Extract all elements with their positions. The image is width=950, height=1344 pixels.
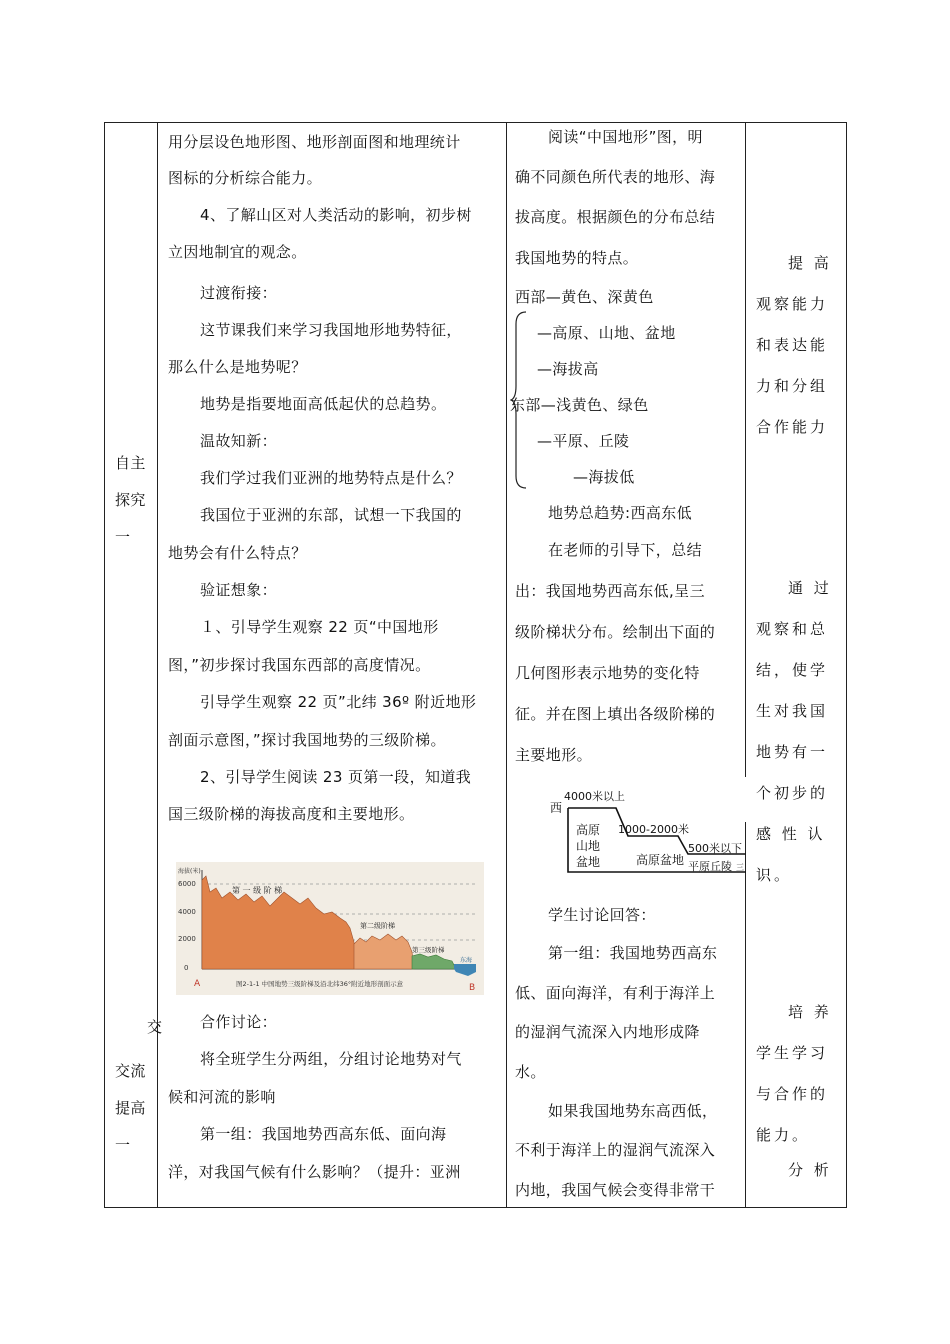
teacher-text-line: 那么什么是地势呢？	[168, 358, 307, 376]
sketch-step1-label: 高原	[576, 823, 601, 837]
teacher-text-line: 剖面示意图，”探讨我国地势的三级阶梯。	[168, 731, 446, 749]
student-text-line: 低、面向海洋，有利于海洋上	[515, 984, 716, 1002]
teacher-text-line: 合作讨论：	[200, 1013, 278, 1031]
point-b-label: B	[469, 983, 476, 993]
intent-text-line: 观察和总	[756, 620, 829, 638]
sketch-west-label: 西	[550, 801, 563, 815]
third-step-label: 第三级阶梯	[412, 946, 445, 954]
student-text-line: 阅读“中国地形”图，明	[548, 128, 703, 146]
student-text-line: —海拔高	[537, 360, 599, 378]
teacher-text-line: 图，”初步探讨我国东西部的高度情况。	[168, 656, 431, 674]
teacher-text-line: 地势会有什么特点？	[168, 544, 307, 562]
student-text-line: 水。	[515, 1063, 546, 1081]
intent-text-line: 通 过	[788, 579, 832, 597]
profile-tick-label: 0	[184, 964, 189, 972]
teacher-text-line: 这节课我们来学习我国地形地势特征，	[200, 321, 462, 339]
section-label: 自主	[115, 454, 146, 472]
table-divider-2	[506, 122, 507, 1208]
intent-text-line: 力和分组	[756, 377, 829, 395]
teacher-text-line: 地势是指要地面高低起伏的总趋势。	[200, 395, 447, 413]
teacher-text-line: 国三级阶梯的海拔高度和主要地形。	[168, 805, 415, 823]
section-label: 交	[147, 1018, 163, 1036]
table-divider-3b	[745, 822, 746, 1208]
intent-text-line: 观察能力	[756, 295, 829, 313]
student-text-line: —海拔低	[573, 468, 635, 486]
intent-text-line: 学生学习	[756, 1044, 829, 1062]
intent-text-line: 识。	[756, 866, 793, 884]
sea-label: 东海	[460, 957, 473, 964]
student-text-line: 我国地势的特点。	[515, 249, 639, 267]
table-border-right	[846, 122, 847, 1208]
table-divider-3a	[745, 122, 746, 777]
intent-text-line: 地势有一	[756, 743, 829, 761]
student-text-line: 东部—浅黄色、绿色	[510, 396, 649, 414]
teacher-text-line: 4、了解山区对人类活动的影响，初步树	[200, 206, 472, 224]
intent-text-line: 能力。	[756, 1126, 811, 1144]
profile-axis-unit: 海拔(米)	[178, 868, 201, 875]
student-text-line: 内地，我国气候会变得非常干	[515, 1181, 716, 1199]
intent-text-line: 生对我国	[756, 702, 829, 720]
teacher-text-line: 2、引导学生阅读 23 页第一段，知道我	[200, 768, 472, 786]
intent-text-line: 提 高	[788, 254, 832, 272]
teacher-text-line: 立因地制宜的观念。	[168, 243, 307, 261]
teacher-text-line: 图标的分析综合能力。	[168, 169, 323, 187]
teacher-text-line: 洋，对我国气候有什么影响？（提升：亚洲	[168, 1163, 461, 1181]
sketch-end-label: 三	[736, 863, 744, 872]
teacher-text-line: 过渡衔接：	[200, 284, 278, 302]
section-label: 一	[115, 1136, 131, 1154]
student-text-line: 级阶梯状分布。绘制出下面的	[515, 623, 716, 641]
student-text-line: 西部—黄色、深黄色	[515, 288, 654, 306]
student-text-line: —平原、丘陵	[537, 432, 630, 450]
student-text-line: 征。并在图上填出各级阶梯的	[515, 705, 716, 723]
student-text-line: 不利于海洋上的湿润气流深入	[515, 1141, 716, 1159]
terrain-profile-figure	[176, 862, 484, 995]
first-step-label: 第 一 级 阶 梯	[232, 886, 283, 895]
intent-text-line: 合作能力	[756, 418, 829, 436]
teacher-text-line: 温故知新：	[200, 432, 278, 450]
teacher-text-line: 用分层设色地形图、地形剖面图和地理统计	[168, 133, 461, 151]
student-text-line: 第一组：我国地势西高东	[548, 944, 718, 962]
point-a-label: A	[194, 979, 201, 989]
student-text-line: 如果我国地势东高西低，	[548, 1102, 718, 1120]
profile-tick-label: 6000	[178, 880, 196, 888]
intent-text-line: 结，使学	[756, 661, 829, 679]
teacher-text-line: １、引导学生观察 22 页“中国地形	[200, 618, 439, 636]
sketch-top-label: 4000米以上	[564, 790, 625, 803]
intent-text-line: 与合作的	[756, 1085, 829, 1103]
intent-text-line: 培 养	[788, 1003, 832, 1021]
teacher-text-line: 引导学生观察 22 页”北纬 36º 附近地形	[200, 693, 477, 711]
student-text-line: —高原、山地、盆地	[537, 324, 676, 342]
intent-text-line: 和表达能	[756, 336, 829, 354]
sketch-step3-label: 平原丘陵	[688, 860, 732, 873]
table-border-top	[104, 122, 847, 123]
student-text-line: 地势总趋势:西高东低	[548, 504, 693, 522]
section-label: 提高	[115, 1099, 146, 1117]
student-text-line: 在老师的引导下，总结	[548, 541, 703, 559]
sketch-step2-label: 高原盆地	[636, 853, 685, 867]
student-text-line: 主要地形。	[515, 746, 593, 764]
table-border-left	[104, 122, 105, 1208]
sketch-step1-label: 山地	[576, 839, 601, 853]
teacher-text-line: 我国位于亚洲的东部，试想一下我国的	[200, 506, 462, 524]
teacher-text-line: 候和河流的影响	[168, 1088, 276, 1106]
second-step-label: 第二级阶梯	[360, 922, 395, 930]
teacher-text-line: 第一组：我国地势西高东低、面向海	[200, 1125, 447, 1143]
intent-text-line: 个初步的	[756, 784, 829, 802]
student-text-line: 学生讨论回答：	[548, 906, 656, 924]
teacher-text-line: 验证想象：	[200, 581, 278, 599]
terrain-steps-sketch	[548, 786, 748, 878]
student-text-line: 的湿润气流深入内地形成降	[515, 1023, 700, 1041]
student-text-line: 拔高度。根据颜色的分布总结	[515, 208, 716, 226]
student-text-line: 几何图形表示地势的变化特	[515, 664, 700, 682]
table-border-bottom	[104, 1207, 847, 1208]
sketch-mid-label: 1000-2000米	[618, 823, 689, 836]
intent-text-line: 感 性 认	[756, 825, 826, 843]
intent-text-line: 分 析	[788, 1161, 832, 1179]
teacher-text-line: 我们学过我们亚洲的地势特点是什么？	[200, 469, 462, 487]
sketch-step1-label: 盆地	[576, 855, 601, 869]
sketch-low-label: 500米以下	[688, 842, 742, 855]
student-text-line: 出：我国地势西高东低,呈三	[515, 582, 705, 600]
profile-tick-label: 2000	[178, 935, 196, 943]
student-text-line: 确不同颜色所代表的地形、海	[515, 168, 716, 186]
profile-tick-label: 4000	[178, 908, 196, 916]
section-label: 交流	[115, 1062, 146, 1080]
table-divider-1	[157, 122, 158, 1208]
section-label: 探究	[115, 491, 146, 509]
figure-caption: 图2-1-1 中国地势三级阶梯及沿北纬36°附近地形剖面示意	[236, 980, 404, 988]
teacher-text-line: 将全班学生分两组，分组讨论地势对气	[200, 1050, 462, 1068]
section-label: 一	[115, 528, 131, 546]
